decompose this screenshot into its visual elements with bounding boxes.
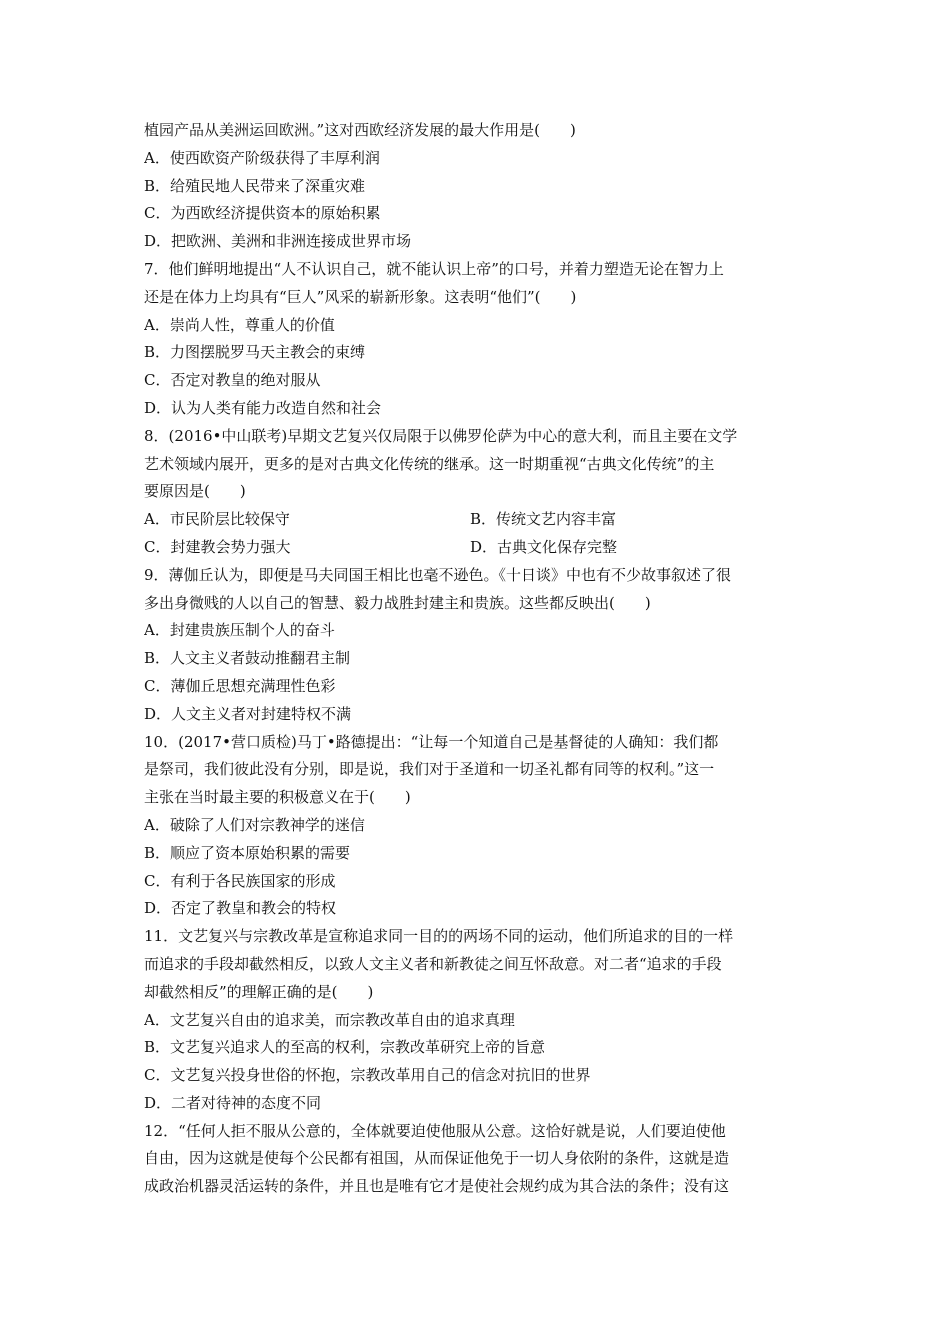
question-11	[144, 923, 808, 1118]
question-stem-line: 11．文艺复兴与宗教改革是宣称追求同一目的的两场不同的运动，他们所追求的目的一样	[144, 927, 734, 946]
option-a: A．破除了人们对宗教神学的迷信	[144, 815, 365, 834]
question-7	[144, 256, 808, 423]
option-b: B．人文主义者鼓动推翻君主制	[144, 649, 351, 668]
option-row	[144, 506, 808, 534]
question-stem-line: 而追求的手段却截然相反，以致人文主义者和新教徒之间互怀敌意。对二者“追求的手段	[144, 954, 722, 973]
option-b: B．传统文艺内容丰富	[470, 510, 617, 529]
question-stem-line: 多出身微贱的人以自己的智慧、毅力战胜封建主和贵族。这些都反映出( )	[144, 593, 651, 612]
question-stem-line: 要原因是( )	[144, 482, 246, 501]
option-a: A．市民阶层比较保守	[144, 510, 290, 529]
question-9	[144, 562, 808, 729]
question-stem-line: 植园产品从美洲运回欧洲。”这对西欧经济发展的最大作用是( )	[144, 121, 576, 139]
question-stem-line: 10．(2017•营口质检)马丁•路德提出：“让每一个知道自己是基督徒的人确知：我们都	[144, 732, 719, 751]
option-c: C．否定对教皇的绝对服从	[144, 371, 321, 390]
question-stem-line: 9．薄伽丘认为，即便是马夫同国王相比也毫不逊色。《十日谈》中也有不少故事叙述了很	[144, 565, 732, 584]
option-b: B．顺应了资本原始积累的需要	[144, 843, 351, 862]
question-stem-line: 艺术领域内展开，更多的是对古典文化传统的继承。这一时期重视“古典文化传统”的主	[144, 454, 715, 473]
option-c: C．封建教会势力强大	[144, 537, 291, 556]
option-d: D．认为人类有能力改造自然和社会	[144, 398, 382, 417]
question-stem-line: 7．他们鲜明地提出“人不认识自己，就不能认识上帝”的口号，并着力塑造无论在智力上	[144, 259, 724, 278]
question-stem-line: 8．(2016•中山联考)早期文艺复兴仅局限于以佛罗伦萨为中心的意大利，而且主要在文学	[144, 426, 738, 445]
option-d: D．否定了教皇和教会的特权	[144, 899, 337, 918]
question-stem-line: 12．“任何人拒不服从公意的，全体就要迫使他服从公意。这恰好就是说，人们要迫使他	[144, 1121, 726, 1140]
option-a: A．封建贵族压制个人的奋斗	[144, 621, 335, 640]
option-a: A．使西欧资产阶级获得了丰厚利润	[144, 148, 380, 167]
option-b: B．给殖民地人民带来了深重灾难	[144, 176, 366, 195]
option-b: B．文艺复兴追求人的至高的权利，宗教改革研究上帝的旨意	[144, 1038, 546, 1057]
document-page	[144, 117, 808, 1201]
question-stem-line: 自由，因为这就是使每个公民都有祖国，从而保证他免于一切人身依附的条件，这就是造	[144, 1149, 730, 1168]
question-6	[144, 117, 808, 256]
question-stem-line: 主张在当时最主要的积极意义在于( )	[144, 788, 411, 807]
option-c: C．为西欧经济提供资本的原始积累	[144, 204, 381, 223]
question-12	[144, 1118, 808, 1201]
option-d: D．人文主义者对封建特权不满	[144, 704, 352, 723]
option-c: C．薄伽丘思想充满理性色彩	[144, 676, 336, 695]
option-d: D．把欧洲、美洲和非洲连接成世界市场	[144, 232, 412, 251]
option-row	[144, 534, 808, 562]
question-stem-line: 成政治机器灵活运转的条件，并且也是唯有它才是使社会规约成为其合法的条件；没有这	[144, 1177, 730, 1196]
question-8	[144, 423, 808, 562]
option-c: C．文艺复兴投身世俗的怀抱，宗教改革用自己的信念对抗旧的世界	[144, 1066, 591, 1085]
option-b: B．力图摆脱罗马天主教会的束缚	[144, 343, 366, 362]
question-stem-line: 是祭司，我们彼此没有分别，即是说，我们对于圣道和一切圣礼都有同等的权利。”这一	[144, 760, 715, 779]
question-stem-line: 却截然相反”的理解正确的是( )	[144, 982, 374, 1001]
question-stem-line: 还是在体力上均具有“巨人”风采的崭新形象。这表明“他们”( )	[144, 287, 577, 306]
question-10	[144, 729, 808, 924]
option-a: A．文艺复兴自由的追求美，而宗教改革自由的追求真理	[144, 1010, 515, 1029]
option-c: C．有利于各民族国家的形成	[144, 871, 336, 890]
option-a: A．崇尚人性，尊重人的价值	[144, 315, 335, 334]
option-d: D．古典文化保存完整	[470, 537, 618, 556]
option-d: D．二者对待神的态度不同	[144, 1093, 322, 1112]
